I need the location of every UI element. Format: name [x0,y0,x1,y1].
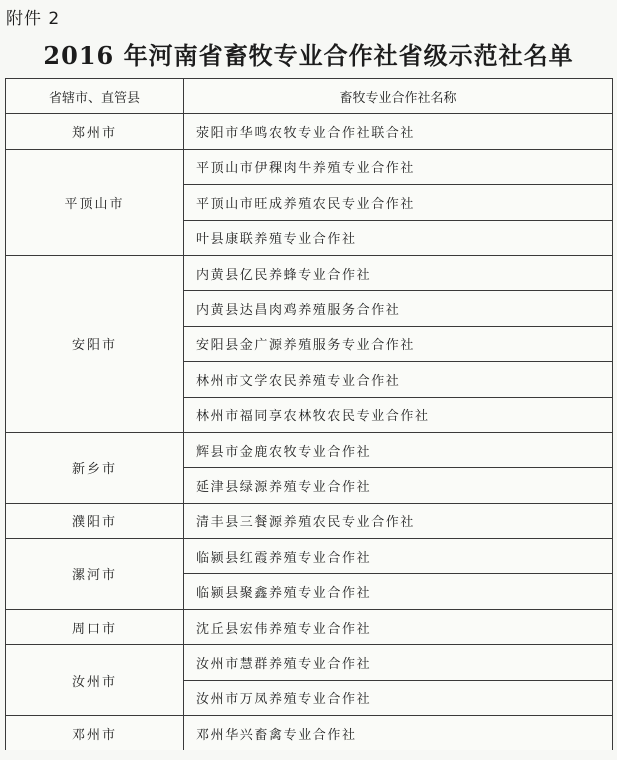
table-row [6,503,613,538]
cooperative-name-cell: 临颍县红霞养殖专业合作社 [184,539,613,574]
cooperative-name-cell: 辉县市金鹿农牧专业合作社 [184,432,613,467]
column-header-coop: 畜牧专业合作社名称 [184,79,613,114]
table-row [6,149,613,184]
cooperative-name-cell: 沈丘县宏伟养殖专业合作社 [184,609,613,644]
cooperative-name-cell: 延津县绿源养殖专业合作社 [184,468,613,503]
table-body [6,114,613,751]
cooperative-name-cell: 汝州市万凤养殖专业合作社 [184,680,613,715]
cooperative-table [5,78,613,750]
cooperative-name-cell: 内黄县亿民养蜂专业合作社 [184,255,613,290]
city-cell: 安阳市 [6,255,184,432]
table-header-row [6,79,613,114]
table-row [6,645,613,680]
city-cell: 汝州市 [6,645,184,716]
table-row [6,716,613,751]
cooperative-name-cell: 平顶山市旺成养殖农民专业合作社 [184,185,613,220]
cooperative-name-cell: 叶县康联养殖专业合作社 [184,220,613,255]
city-cell: 新乡市 [6,432,184,503]
cooperative-name-cell: 林州市文学农民养殖专业合作社 [184,362,613,397]
cooperative-name-cell: 平顶山市伊稞肉牛养殖专业合作社 [184,149,613,184]
cooperative-name-cell: 清丰县三餐源养殖农民专业合作社 [184,503,613,538]
column-header-city: 省辖市、直管县 [6,79,184,114]
city-cell: 周口市 [6,609,184,644]
city-cell: 漯河市 [6,539,184,610]
table-row [6,255,613,290]
cooperative-name-cell: 临颍县聚鑫养殖专业合作社 [184,574,613,609]
cooperative-name-cell: 荥阳市华鸣农牧专业合作社联合社 [184,114,613,149]
document-title: 2016 年河南省畜牧专业合作社省级示范社名单 [43,41,574,70]
attachment-label: 附件 2 [6,9,61,29]
table-row [6,609,613,644]
table-row [6,539,613,574]
city-cell: 濮阳市 [6,503,184,538]
cooperative-name-cell: 邓州华兴畜禽专业合作社 [184,716,613,751]
table-row [6,432,613,467]
city-cell: 邓州市 [6,716,184,751]
table-row [6,114,613,149]
city-cell: 郑州市 [6,114,184,149]
cooperative-name-cell: 安阳县金广源养殖服务专业合作社 [184,326,613,361]
cooperative-name-cell: 内黄县达昌肉鸡养殖服务合作社 [184,291,613,326]
cooperative-name-cell: 汝州市慧群养殖专业合作社 [184,645,613,680]
city-cell: 平顶山市 [6,149,184,255]
cooperative-name-cell: 林州市福同享农林牧农民专业合作社 [184,397,613,432]
